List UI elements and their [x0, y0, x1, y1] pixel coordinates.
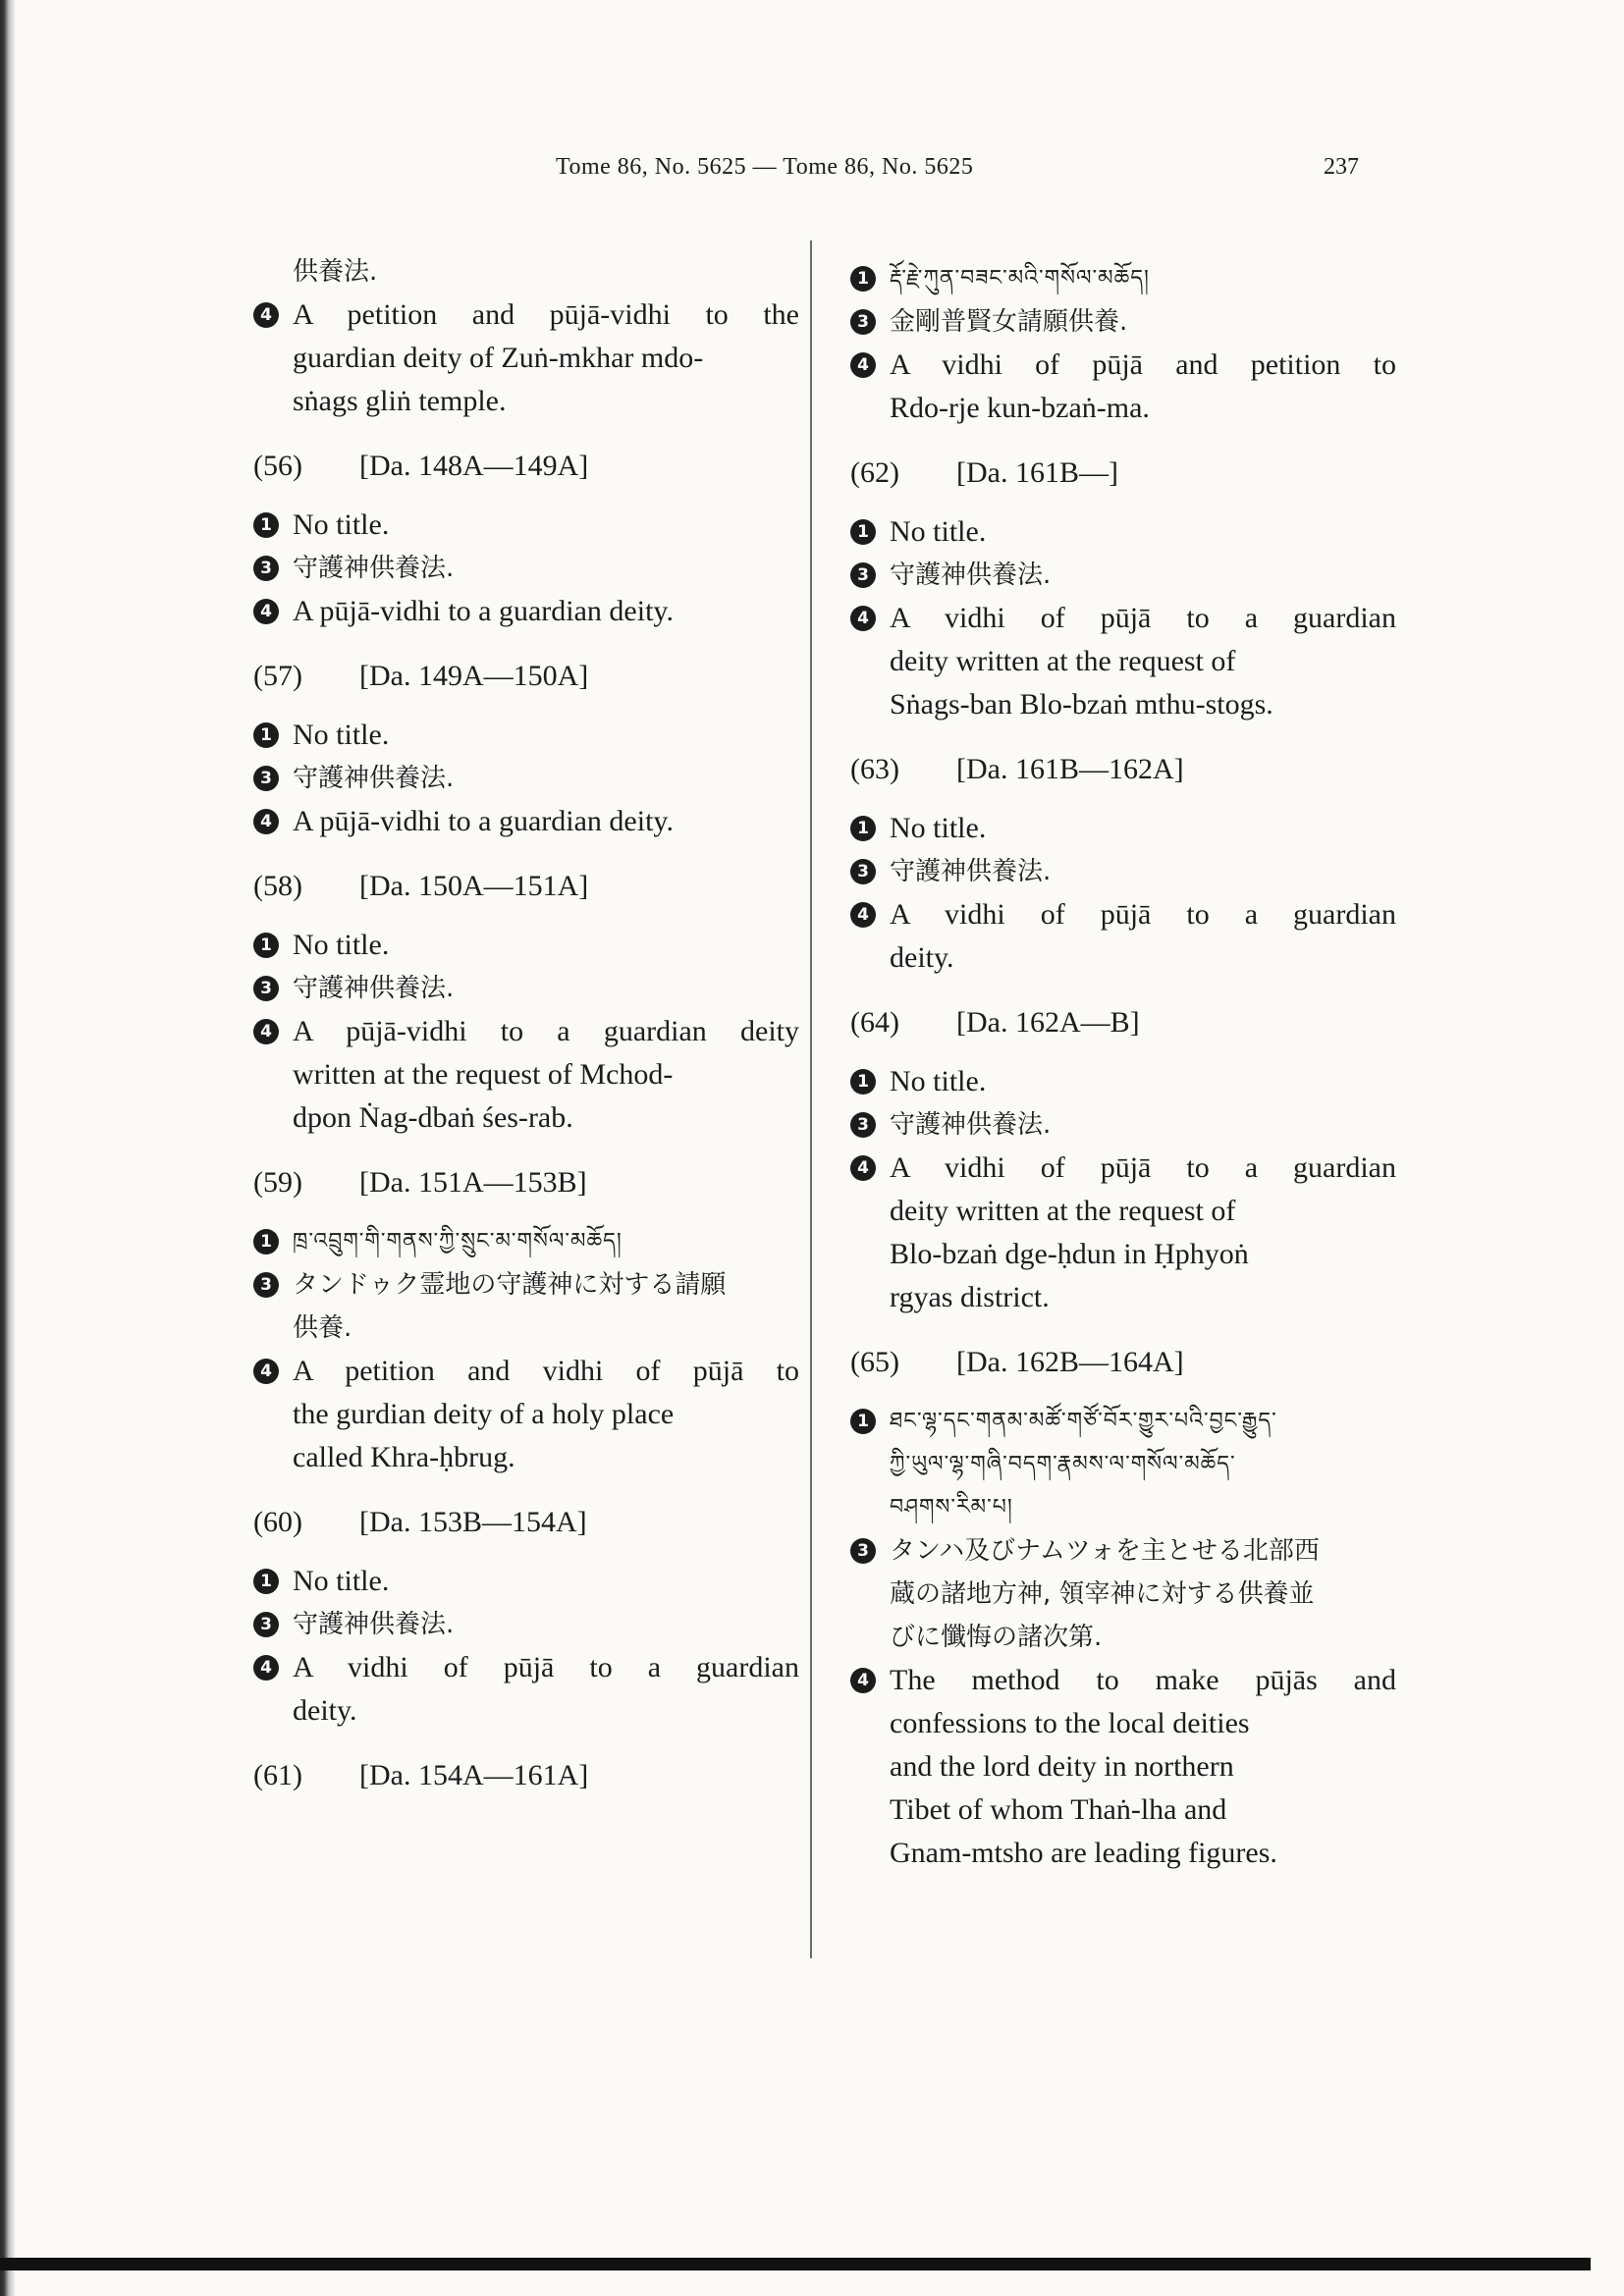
entry-description: 4 A vidhi of pūjā to a guardian — [850, 597, 1396, 640]
running-title: Tome 86, No. 5625 — Tome 86, No. 5625 — [556, 154, 974, 180]
entry-heading-58: (58) [Da. 150A—151A] — [253, 870, 589, 902]
entry-description: 4 A pūjā-vidhi to a guardian deity. — [253, 800, 799, 843]
left-column — [253, 250, 799, 1813]
description-line: Rdo-rje kun-bzaṅ-ma. — [890, 392, 1150, 424]
entry-description: 4 A vidhi of pūjā to a guardian — [850, 893, 1396, 936]
entry-title: 1 No title. — [850, 510, 1396, 554]
page-number: 237 — [1324, 154, 1359, 180]
description-line: dpon Ṅag-dbaṅ śes-rab. — [293, 1101, 573, 1134]
description-line: guardian deity of Zuṅ-mkhar mdo- — [293, 342, 704, 374]
description-line: written at the request of Mchod- — [293, 1058, 674, 1091]
entry-heading-57: (57) [Da. 149A—150A] — [253, 660, 589, 692]
marker-three-icon: 3 — [850, 1538, 876, 1564]
marker-one-icon: 1 — [253, 1569, 279, 1594]
marker-one-icon: 1 — [253, 933, 279, 958]
description-line: deity. — [293, 1694, 357, 1727]
entry-tibetan-title: 1 ཐང་ལྷ་དང་གནམ་མཚོ་གཙོ་བོར་གྱུར་པའི་བྱང་རྒྱུད་ — [850, 1400, 1396, 1443]
description-line: Sṅags-ban Blo-bzaṅ mthu-stogs. — [890, 688, 1273, 721]
entry-title: 1 No title. — [850, 1060, 1396, 1103]
tibetan-line: ཀྱི་ཡུལ་ལྷ་གཞི་བདག་རྣམས་ལ་གསོལ་མཆོད་ — [890, 1452, 1236, 1476]
column-divider — [810, 240, 812, 1958]
entry-description: 4 A petition and vidhi of pūjā to — [253, 1350, 799, 1393]
entry-heading-65: (65) [Da. 162B—164A] — [850, 1346, 1184, 1378]
continuation-tibetan-title: 1 རྡོ་རྗེ་ཀུན་བཟང་མའི་གསོལ་མཆོད། — [850, 257, 1396, 300]
entry-heading-63: (63) [Da. 161B—162A] — [850, 753, 1184, 785]
entry-heading-60: (60) [Da. 153B—154A] — [253, 1506, 587, 1538]
description-line: deity written at the request of — [890, 645, 1236, 677]
marker-one-icon: 1 — [850, 266, 876, 292]
description-line: the gurdian deity of a holy place — [293, 1398, 675, 1430]
description-line: Tibet of whom Thaṅ-lha and — [890, 1793, 1227, 1826]
marker-one-icon: 1 — [253, 1229, 279, 1255]
entry-japanese: 3 守護神供養法. — [850, 850, 1396, 893]
marker-one-icon: 1 — [850, 816, 876, 841]
entry-description: 4 A vidhi of pūjā to a guardian — [850, 1147, 1396, 1190]
marker-one-icon: 1 — [850, 519, 876, 545]
marker-three-icon: 3 — [253, 766, 279, 791]
marker-four-icon: 4 — [253, 302, 279, 328]
entry-title: 1 No title. — [253, 714, 799, 757]
entry-tibetan-title: 1 ཁྲ་འབྲུག་གི་གནས་ཀྱི་སྲུང་མ་གསོལ་མཆོད། — [253, 1220, 799, 1263]
entry-heading-56: (56) [Da. 148A—149A] — [253, 450, 589, 482]
entry-heading-62: (62) [Da. 161B—] — [850, 456, 1118, 489]
page-header — [0, 150, 1624, 189]
marker-four-icon: 4 — [253, 1655, 279, 1681]
entry-japanese: 3 守護神供養法. — [253, 547, 799, 590]
marker-three-icon: 3 — [850, 1112, 876, 1138]
marker-three-icon: 3 — [850, 309, 876, 335]
entry-japanese: 3 守護神供養法. — [253, 967, 799, 1010]
marker-three-icon: 3 — [850, 859, 876, 884]
entry-title: 1 No title. — [253, 1560, 799, 1603]
right-column — [850, 257, 1396, 1875]
entry-description: 4 The method to make pūjās and — [850, 1659, 1396, 1702]
marker-three-icon: 3 — [850, 562, 876, 588]
marker-four-icon: 4 — [850, 1155, 876, 1181]
japanese-line: 蔵の諸地方神, 領宰神に対する供養並 — [890, 1579, 1315, 1609]
marker-four-icon: 4 — [850, 606, 876, 631]
marker-one-icon: 1 — [850, 1409, 876, 1434]
japanese-line: びに懺悔の諸次第. — [890, 1623, 1103, 1652]
description-line: called Khra-ḥbrug. — [293, 1441, 515, 1473]
continuation-cjk-line: 供養法. — [293, 257, 378, 287]
marker-three-icon: 3 — [253, 556, 279, 581]
footer-rule — [0, 2258, 1591, 2270]
marker-four-icon: 4 — [253, 1359, 279, 1384]
marker-three-icon: 3 — [253, 976, 279, 1001]
entry-description: 4 A pūjā-vidhi to a guardian deity — [253, 1010, 799, 1053]
entry-title: 1 No title. — [253, 504, 799, 547]
description-line: sṅags gliṅ temple. — [293, 385, 507, 417]
marker-four-icon: 4 — [253, 809, 279, 834]
entry-title: 1 No title. — [850, 807, 1396, 850]
marker-four-icon: 4 — [253, 1019, 279, 1044]
entry-heading-59: (59) [Da. 151A—153B] — [253, 1166, 587, 1199]
entry-japanese: 3 守護神供養法. — [850, 554, 1396, 597]
entry-japanese: 3 タンドゥク霊地の守護神に対する請願 — [253, 1263, 799, 1307]
continuation-description: 4 A petition and pūjā-vidhi to the — [253, 294, 799, 337]
description-line: Gnam-mtsho are leading figures. — [890, 1837, 1277, 1869]
marker-three-icon: 3 — [253, 1612, 279, 1637]
entry-heading-61: (61) [Da. 154A—161A] — [253, 1759, 589, 1791]
description-line: and the lord deity in northern — [890, 1750, 1234, 1783]
entry-japanese: 3 タンハ及びナムツォを主とせる北部西 — [850, 1529, 1396, 1573]
entry-japanese: 3 守護神供養法. — [253, 757, 799, 800]
description-line: confessions to the local deities — [890, 1707, 1250, 1739]
marker-one-icon: 1 — [253, 512, 279, 538]
description-line: deity written at the request of — [890, 1195, 1236, 1227]
entry-heading-64: (64) [Da. 162A—B] — [850, 1006, 1140, 1039]
entry-description: 4 A pūjā-vidhi to a guardian deity. — [253, 590, 799, 633]
marker-four-icon: 4 — [850, 902, 876, 928]
description-line: deity. — [890, 941, 954, 974]
marker-four-icon: 4 — [850, 352, 876, 378]
marker-four-icon: 4 — [850, 1668, 876, 1693]
marker-one-icon: 1 — [253, 722, 279, 748]
description-line: Blo-bzaṅ dge-ḥdun in Ḥphyoṅ — [890, 1238, 1249, 1270]
japanese-line: 供養. — [293, 1313, 352, 1343]
entry-japanese: 3 守護神供養法. — [850, 1103, 1396, 1147]
description-line: rgyas district. — [890, 1281, 1050, 1313]
marker-three-icon: 3 — [253, 1272, 279, 1298]
entry-description: 4 A vidhi of pūjā to a guardian — [253, 1646, 799, 1689]
tibetan-line: བཤགས་རིམ་པ། — [890, 1495, 1013, 1520]
scan-edge — [0, 0, 16, 2296]
entry-title: 1 No title. — [253, 924, 799, 967]
continuation-description: 4 A vidhi of pūjā and petition to — [850, 344, 1396, 387]
marker-one-icon: 1 — [850, 1069, 876, 1095]
continuation-japanese: 3 金剛普賢女請願供養. — [850, 300, 1396, 344]
marker-four-icon: 4 — [253, 599, 279, 624]
entry-japanese: 3 守護神供養法. — [253, 1603, 799, 1646]
